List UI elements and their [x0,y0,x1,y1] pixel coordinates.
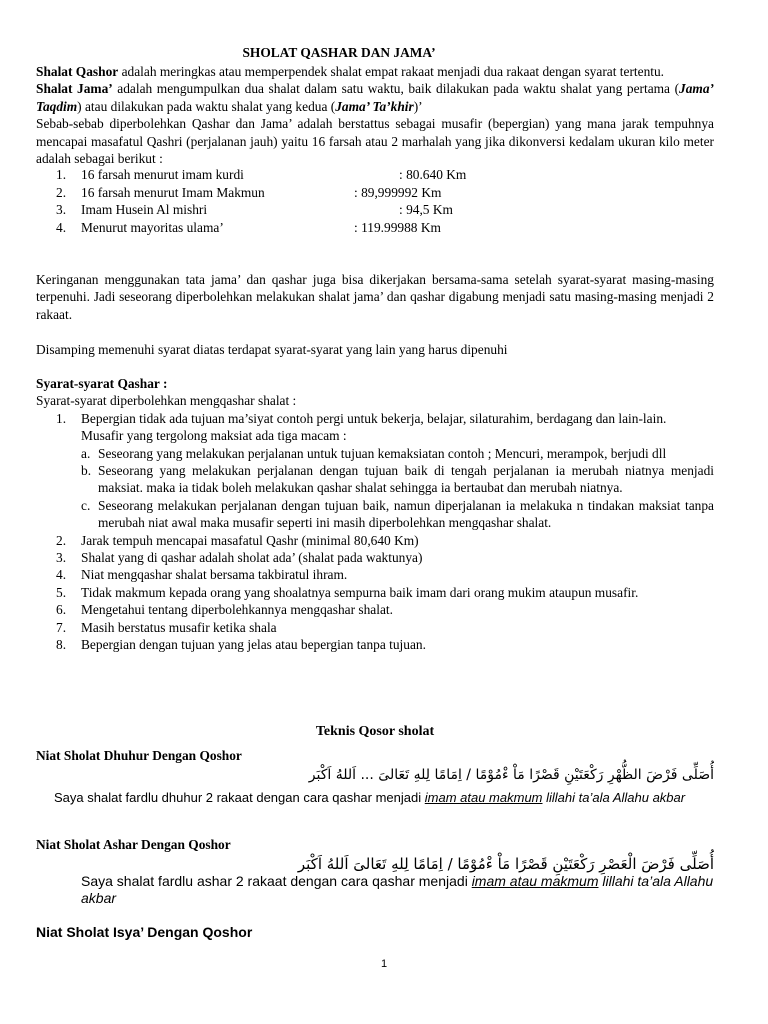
list-item-text: Mengetahui tentang diperbolehkannya mengqashar shalat. [81,602,393,618]
document-title: SHOLAT QASHAR DAN JAMA’ [242,45,436,60]
sebab-paragraph: Sebab-sebab diperbolehkan Qashar dan Jama’ adalah berstattus sebagai musafir (bepergian) yang mana jarak tempuhnya mencapai masafatul Qashri (perjalanan jauh) yaitu 16 farsah atau 2 marhalah yang jika dikonversi kedalam ukuran kilo meter adalah sebagai berikut : [36,116,714,167]
distance-value: : 80.640 Km [399,167,467,183]
ashar-heading: Niat Sholat Ashar Dengan Qoshor [36,837,231,852]
distance-row [36,220,714,237]
sub-list-item [36,462,714,497]
definition-text: adalah meringkas atau memperpendek shalat empat rakaat menjadi dua rakaat dengan syarat tertentu. [118,64,665,79]
list-item [36,619,714,636]
translation-italic: lillahi ta’ala Allahu akbar [81,873,714,907]
distance-row [36,167,714,184]
ashar-arabic-niat: أُصَلِّى فَرْضَ الْعَصْرِ رَكْعَتَيْنِ قَصْرًا مَاْ ءْمُوْمًا / اِمَامًا لِلهِ تَعَالىَ اَللهُ اَكْبَر [297,855,714,874]
distance-list [36,167,714,237]
distance-label: 16 farsah menurut imam kurdi [81,167,244,183]
list-letter: a. [81,445,91,461]
translation-underline: imam atau makmum [424,790,543,805]
distance-label: 16 farsah menurut Imam Makmun [81,184,265,200]
list-item-text: Bepergian dengan tujuan yang jelas atau bepergian tanpa tujuan. [81,637,426,653]
distance-value: : 94,5 Km [399,202,453,218]
list-number: 1. [56,410,67,426]
sub-item-text: Seseorang yang melakukan perjalanan dengan tujuan baik di tengah perjalanan ia merubah niatnya menjadi maksiat. maka ia tidak boleh melakukan qashar shalat sehingga ia bertaubat dan merubah niatnya. [98,463,714,496]
list-number: 5. [56,584,67,600]
list-number: 4. [56,567,67,583]
dhuhur-arabic-niat: أُصَلِّى فَرْضَ الظُّهْرِ رَكْعَتَيْنِ قَصْرًا مَاْ ءْمُوْمًا / اِمَامًا لِلهِ تَعَالىَ ... اَللهُ اَكْبَر [308,767,714,784]
list-number: 3. [56,202,67,218]
definition-jama [36,80,714,115]
translation-text: Saya shalat fardlu ashar 2 rakaat dengan cara qashar menjadi [81,873,472,889]
syarat-heading: Syarat-syarat Qashar : [36,376,168,391]
list-item [36,601,714,618]
translation-underline: imam atau makmum [471,873,599,889]
list-item-text: Niat mengqashar shalat bersama takbiratul ihram. [81,567,348,583]
sub-list-item [36,497,714,532]
list-number: 4. [56,219,67,235]
distance-value: : 89,999992 Km [354,184,442,200]
distance-label: Menurut mayoritas ulama’ [81,219,224,235]
list-item [36,566,714,583]
list-item [36,549,714,566]
definition-text: )’ [413,98,423,114]
term-jama-takhir: Jama’ Ta’khir [335,98,414,114]
list-letter: c. [81,497,91,513]
list-item-text: Shalat yang di qashar adalah sholat ada’ (shalat pada waktunya) [81,550,423,566]
list-item-text: Tidak makmum kepada orang yang shoalatnya sempurna baik imam dari orang mukim ataupun musafir. [81,584,639,600]
distance-label: Imam Husein Al mishri [81,202,208,218]
page-number: 1 [380,958,388,970]
definition-qashar [36,63,714,80]
definition-text: ) atau dilakukan pada waktu shalat yang kedua ( [77,98,336,114]
keringanan-paragraph: Keringanan menggunakan tata jama’ dan qashar juga bisa dikerjakan bersama-sama setelah syarat-syarat masing-masing terpenuhi. Jadi seseorang diperbolehkan melakukan shalat jama’ dan qashar digabung menjadi satu masing-masing menjadi 2 rakaat. [36,272,714,322]
term-shalat-jama: Shalat Jama’ [36,81,113,97]
distance-row [36,202,714,219]
distance-value: : 119.99988 Km [354,219,441,235]
list-item-text: Bepergian tidak ada tujuan ma’siyat contoh pergi untuk bekerja, belajar, silaturahim, berdagang dan lain-lain. [81,410,667,426]
definition-text: adalah mengumpulkan dua shalat dalam satu waktu, baik dilakukan pada waktu shalat yang pertama ( [112,81,680,97]
dhuhur-translation [54,789,714,806]
list-number: 2. [56,532,67,548]
sub-list-intro: Musafir yang tergolong maksiat ada tiga macam : [81,428,347,444]
list-number: 3. [56,550,67,566]
term-shalat-qashor: Shalat Qashor [36,64,119,79]
teknis-heading: Teknis Qosor sholat [315,724,435,739]
list-item [36,636,714,653]
term-jama-taqdim: Jama’ Taqdim [36,81,714,114]
list-item [36,584,714,601]
dhuhur-heading: Niat Sholat Dhuhur Dengan Qoshor [36,748,242,763]
isya-heading: Niat Sholat Isya’ Dengan Qoshor [36,924,253,940]
syarat-list [36,410,714,654]
syarat-intro: Syarat-syarat diperbolehkan mengqashar shalat : [36,393,297,409]
list-number: 7. [56,619,67,635]
list-number: 8. [56,637,67,653]
disamping-paragraph: Disamping memenuhi syarat diatas terdapat syarat-syarat yang lain yang harus dipenuhi [36,342,508,357]
list-item [36,410,714,445]
sub-list-item [36,445,714,462]
list-number: 2. [56,184,67,200]
list-item-text: Jarak tempuh mencapai masafatul Qashr (minimal 80,640 Km) [81,532,419,548]
list-letter: b. [81,463,92,479]
list-number: 1. [56,167,67,183]
list-number: 6. [56,602,67,618]
translation-text: Saya shalat fardlu dhuhur 2 rakaat dengan cara qashar menjadi [54,790,425,805]
list-item [36,532,714,549]
translation-italic: lillahi ta’ala Allahu akbar [542,790,686,805]
sub-item-text: Seseorang yang melakukan perjalanan untuk tujuan kemaksiatan contoh ; Mencuri, merampok, berjudi dll [98,445,667,461]
sub-item-text: Seseorang melakukan perjalanan dengan tujuan baik, namun diperjalanan ia melakuka n tindakan maksiat tanpa merubah niat awal maka musafir seperti ini masih diperbolehkan mengqashar shalat. [98,497,714,531]
list-item-text: Masih berstatus musafir ketika shala [81,619,277,635]
ashar-translation [81,873,715,908]
distance-row [36,185,714,202]
